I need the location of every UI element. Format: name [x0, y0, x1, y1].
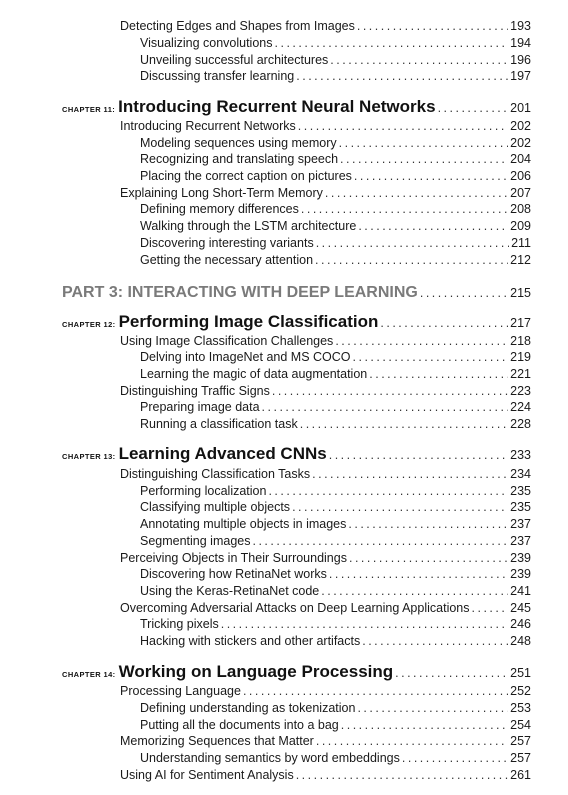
toc-entry-title: Getting the necessary attention: [140, 253, 314, 267]
toc-entry-title: Memorizing Sequences that Matter: [120, 734, 314, 748]
toc-entry: [140, 634, 531, 648]
toc-entry-title: Hacking with stickers and other artifacts: [140, 634, 361, 648]
chapter-label: CHAPTER 12:: [62, 320, 116, 329]
part-heading: [62, 284, 531, 302]
dot-leader: [335, 334, 508, 348]
toc-entry-page: 234: [510, 467, 531, 481]
toc-entry-title: Understanding semantics by word embeddings: [140, 751, 400, 765]
toc-entry-page: 209: [510, 219, 531, 233]
chapter-label: CHAPTER 13:: [62, 452, 116, 461]
dot-leader: [272, 384, 508, 398]
toc-entry: [120, 384, 531, 398]
toc-entry: [120, 601, 531, 615]
toc-entry-page: 212: [510, 253, 531, 267]
toc-entry: [140, 701, 531, 715]
dot-leader: [329, 567, 508, 581]
toc-entry-page: 207: [510, 186, 531, 200]
toc-entry: [140, 718, 531, 732]
toc-entry: [140, 484, 531, 498]
toc-entry-title: Tricking pixels: [140, 617, 219, 631]
toc-entry-title: Placing the correct caption on pictures: [140, 169, 352, 183]
dot-leader: [316, 734, 508, 748]
dot-leader: [296, 768, 508, 782]
toc-entry-page: 251: [510, 666, 531, 680]
dot-leader: [325, 186, 508, 200]
toc-entry: [140, 169, 531, 183]
toc-entry-title: Learning the magic of data augmentation: [140, 367, 368, 381]
toc-entry-title: Distinguishing Traffic Signs: [120, 384, 270, 398]
dot-leader: [353, 350, 509, 364]
toc-entry-page: 217: [510, 316, 531, 330]
toc-entry-page: 239: [510, 567, 531, 581]
dot-leader: [298, 119, 508, 133]
dot-leader: [301, 202, 508, 216]
dot-leader: [362, 634, 508, 648]
dot-leader: [243, 684, 508, 698]
toc-entry-title: Annotating multiple objects in images: [140, 517, 347, 531]
toc-entry-title: Explaining Long Short-Term Memory: [120, 186, 323, 200]
toc-entry: [140, 367, 531, 381]
dot-leader: [380, 316, 508, 330]
toc-entry: [120, 768, 531, 782]
toc-entry-title: Recognizing and translating speech: [140, 152, 339, 166]
dot-leader: [275, 36, 509, 50]
toc-entry: [140, 517, 531, 531]
toc-entry: [140, 350, 531, 364]
toc-entry: [120, 334, 531, 348]
toc-entry-title: Using the Keras-RetinaNet code: [140, 584, 320, 598]
toc-entry-page: 257: [510, 734, 531, 748]
dot-leader: [349, 551, 508, 565]
dot-leader: [252, 534, 508, 548]
toc-entry-page: 193: [510, 19, 531, 33]
toc-entry-title: Putting all the documents into a bag: [140, 718, 339, 732]
toc-entry-page: 197: [510, 69, 531, 83]
toc-entry-title: Perceiving Objects in Their Surroundings: [120, 551, 347, 565]
toc-entry-page: 261: [510, 768, 531, 782]
toc-entry-title: Visualizing convolutions: [140, 36, 273, 50]
dot-leader: [472, 601, 509, 615]
toc-entry: [140, 219, 531, 233]
toc-entry-page: 235: [510, 484, 531, 498]
toc-entry-title: Defining memory differences: [140, 202, 299, 216]
toc-entry-title: Delving into ImageNet and MS COCO: [140, 350, 351, 364]
dot-leader: [369, 367, 508, 381]
toc-entry-title: Discovering interesting variants: [140, 236, 314, 250]
dot-leader: [420, 286, 508, 300]
toc-entry-page: 233: [510, 448, 531, 462]
toc-entry-title: Preparing image data: [140, 400, 260, 414]
dot-leader: [300, 417, 508, 431]
dot-leader: [395, 666, 508, 680]
toc-entry: [140, 500, 531, 514]
toc-entry: [120, 467, 531, 481]
toc-entry: [140, 417, 531, 431]
toc-entry: [140, 236, 531, 250]
toc-entry: [140, 617, 531, 631]
toc-entry-page: 219: [510, 350, 531, 364]
toc-entry-page: 239: [510, 551, 531, 565]
toc-entry-title: Running a classification task: [140, 417, 298, 431]
dot-leader: [402, 751, 508, 765]
toc-entry-page: 246: [510, 617, 531, 631]
dot-leader: [312, 467, 508, 481]
dot-leader: [292, 500, 508, 514]
toc-entry-page: 202: [510, 119, 531, 133]
toc-entry: [140, 253, 531, 267]
chapter-heading: [62, 662, 531, 682]
toc-entry-page: 201: [510, 101, 531, 115]
toc-entry-page: 257: [510, 751, 531, 765]
chapter-heading: [62, 97, 531, 117]
toc-entry: [120, 186, 531, 200]
toc-entry-page: 204: [510, 152, 531, 166]
toc-entry-page: 215: [510, 286, 531, 300]
chapter-title: Introducing Recurrent Neural Networks: [118, 97, 436, 116]
dot-leader: [438, 101, 509, 115]
toc-entry-title: Processing Language: [120, 684, 241, 698]
toc-entry-page: 202: [510, 136, 531, 150]
toc-entry-title: Overcoming Adversarial Attacks on Deep Learning Applications: [120, 601, 470, 615]
dot-leader: [339, 136, 509, 150]
toc-entry-page: 206: [510, 169, 531, 183]
toc-entry: [140, 36, 531, 50]
toc-entry: [140, 136, 531, 150]
toc-entry-title: Performing localization: [140, 484, 267, 498]
toc-entry: [120, 551, 531, 565]
toc-entry-title: Classifying multiple objects: [140, 500, 291, 514]
dot-leader: [316, 236, 509, 250]
toc-entry-page: 237: [510, 534, 531, 548]
dot-leader: [262, 400, 509, 414]
chapter-title: Working on Language Processing: [118, 662, 394, 681]
toc-entry: [140, 751, 531, 765]
toc-entry: [140, 69, 531, 83]
chapter-heading: [62, 312, 531, 332]
dot-leader: [330, 53, 508, 67]
dot-leader: [296, 69, 508, 83]
chapter-title: Learning Advanced CNNs: [118, 444, 327, 463]
toc-entry-title: Segmenting images: [140, 534, 251, 548]
toc-entry-page: 194: [510, 36, 531, 50]
dot-leader: [268, 484, 508, 498]
dot-leader: [357, 701, 508, 715]
dot-leader: [341, 718, 508, 732]
toc-entry: [140, 567, 531, 581]
chapter-heading: [62, 444, 531, 464]
toc-entry-page: 254: [510, 718, 531, 732]
toc-entry-title: Modeling sequences using memory: [140, 136, 337, 150]
chapter-label: CHAPTER 14:: [62, 670, 116, 679]
toc-entry-page: 241: [510, 584, 531, 598]
toc-entry: [140, 202, 531, 216]
dot-leader: [358, 219, 508, 233]
part-title: PART 3: INTERACTING WITH DEEP LEARNING: [62, 284, 418, 301]
toc-entry-title: Introducing Recurrent Networks: [120, 119, 296, 133]
dot-leader: [340, 152, 508, 166]
toc-entry-page: 218: [510, 334, 531, 348]
toc-entry-title: Unveiling successful architectures: [140, 53, 329, 67]
chapter-label: CHAPTER 11:: [62, 105, 116, 114]
toc-entry-title: Using Image Classification Challenges: [120, 334, 334, 348]
toc-entry-page: 248: [510, 634, 531, 648]
toc-entry: [140, 584, 531, 598]
toc-entry-title: Discovering how RetinaNet works: [140, 567, 327, 581]
toc-entry-page: 237: [510, 517, 531, 531]
toc-entry: [120, 19, 531, 33]
dot-leader: [221, 617, 508, 631]
toc-entry-title: Distinguishing Classification Tasks: [120, 467, 311, 481]
dot-leader: [348, 517, 508, 531]
toc-entry-page: 196: [510, 53, 531, 67]
dot-leader: [321, 584, 508, 598]
toc-entry: [140, 534, 531, 548]
dot-leader: [329, 448, 508, 462]
toc-entry-page: 245: [510, 601, 531, 615]
toc-entry-title: Walking through the LSTM architecture: [140, 219, 357, 233]
toc-entry-title: Discussing transfer learning: [140, 69, 295, 83]
dot-leader: [354, 169, 508, 183]
toc-entry-title: Defining understanding as tokenization: [140, 701, 356, 715]
toc-entry: [140, 53, 531, 67]
dot-leader: [357, 19, 508, 33]
toc-entry-page: 252: [510, 684, 531, 698]
dot-leader: [315, 253, 508, 267]
toc-entry-page: 211: [511, 236, 531, 250]
toc-entry-title: Detecting Edges and Shapes from Images: [120, 19, 355, 33]
toc-entry-page: 228: [510, 417, 531, 431]
toc-entry: [140, 400, 531, 414]
toc-entry-page: 253: [510, 701, 531, 715]
toc-entry-title: Using AI for Sentiment Analysis: [120, 768, 294, 782]
toc-entry: [120, 119, 531, 133]
toc-entry-page: 221: [510, 367, 531, 381]
chapter-title: Performing Image Classification: [118, 312, 379, 331]
toc-entry: [120, 734, 531, 748]
toc-entry-page: 208: [510, 202, 531, 216]
toc-entry-page: 235: [510, 500, 531, 514]
toc-entry: [120, 684, 531, 698]
toc-entry: [140, 152, 531, 166]
toc-entry-page: 223: [510, 384, 531, 398]
toc-entry-page: 224: [510, 400, 531, 414]
